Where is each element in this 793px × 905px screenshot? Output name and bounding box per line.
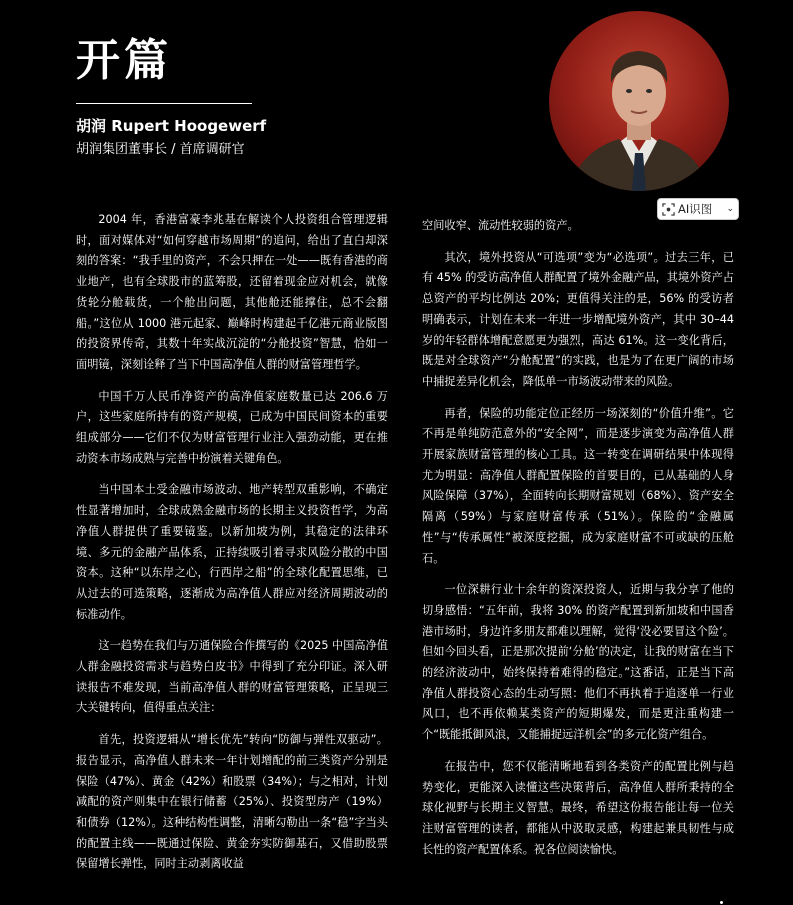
page-dot: [720, 901, 723, 904]
title-divider: [76, 103, 252, 104]
author-role: 胡润集团董事长 / 首席调研官: [76, 142, 245, 157]
article-column-left: [76, 210, 388, 886]
article-paragraph: 这一趋势在我们与万通保险合作撰写的《2025 中国高净值人群金融投资需求与趋势白皮书》中得到了充分印证。深入研读报告不难发现，当前高净值人群的财富管理策略，正呈现三大关键转向，值得重点关注：: [76, 639, 388, 715]
chevron-down-icon: ⌄: [726, 204, 734, 214]
article-paragraph: 2004 年，香港富豪李兆基在解读个人投资组合管理逻辑时，面对媒体对“如何穿越市场周期”的追问，给出了直白却深刻的答案：“我手里的资产，不会只押在一处——既有香港的商业地产，也有全球股市的蓝筹股，还留着现金应对机会，就像货轮分舱载货，一个舱出问题，其他舱还能撑住，总不会翻船。”这位从 1000 港元起家、巅峰时构建起千亿港元商业版图的投资界传奇，其数十年实战沉淀的“分舱投资”智慧，恰如一面明镜，深刻诠释了当下中国高净值人群的财富管理哲学。: [76, 213, 388, 371]
page-title: 开篇: [76, 35, 172, 86]
article-paragraph: 当中国本土受金融市场波动、地产转型双重影响，不确定性显著增加时，全球成熟金融市场的长期主义投资哲学，为高净值人群提供了重要镜鉴。以新加坡为例，其稳定的法律环境、多元的金融产品体系，正持续吸引着寻求风险分散的中国资本。这种“以东岸之心，行西岸之船”的全球化配置思维，已从过去的可选策略，逐渐成为高净值人群应对经济周期波动的标准动作。: [76, 483, 388, 621]
article-paragraph: 一位深耕行业十余年的资深投资人，近期与我分享了他的切身感悟：“五年前，我将 30% 的资产配置到新加坡和中国香港市场时，身边许多朋友都难以理解，觉得‘没必要冒这个险’。但如今回头看，正是那次提前‘分舱’的决定，让我的财富在当下的经济波动中，始终保持着难得的稳定。”这番话，正是当下高净值人群投资心态的生动写照：他们不再执着于追逐单一行业风口，也不再依赖某类资产的短期爆发，而是更注重构建一个“既能抵御风浪，又能捕捉远洋机会”的多元化资产组合。: [422, 583, 734, 742]
article-paragraph-continuation: 空间收窄、流动性较弱的资产。: [422, 219, 579, 232]
article-column-right: [422, 216, 734, 871]
article-paragraph: 首先，投资逻辑从“增长优先”转向“防御与弹性双驱动”。报告显示，高净值人群未来一年计划增配的前三类资产分别是保险（47%）、黄金（42%）和股票（34%）；与之相对，计划减配的资产则集中在银行储蓄（25%）、投资型房产（19%）和债券（12%）。这种结构性调整，清晰勾勒出一条“稳”字当头的配置主线——既通过保险、黄金夯实防御基石，又借助股票保留增长弹性，同时主动剥离收益: [76, 733, 388, 871]
article-paragraph: 在报告中，您不仅能清晰地看到各类资产的配置比例与趋势变化，更能深入读懂这些决策背后，高净值人群所秉持的全球化视野与长期主义智慧。最终，希望这份报告能让每一位关注财富管理的读者，都能从中汲取灵感，构建起兼具韧性与成长性的资产配置体系。祝各位阅读愉快。: [422, 759, 734, 856]
author-name: 胡润 Rupert Hoogewerf: [76, 117, 267, 135]
author-portrait-image: [549, 11, 729, 191]
scan-icon: [662, 203, 675, 216]
article-paragraph: 其次，境外投资从“可选项”变为“必选项”。过去三年，已有 45% 的受访高净值人群配置了境外金融产品，其境外资产占总资产的平均比例达 20%；更值得关注的是，56% 的受访者明确表示，计划在未来一年进一步增配境外资产，其中 30–44 岁的年轻群体增配意愿更为强烈，高达 61%。这一变化背后，既是对全球资产“分舱配置”的实践，也是为了在更广阔的市场中捕捉差异化机会，降低单一市场波动带来的风险。: [422, 250, 734, 388]
author-portrait: [549, 11, 729, 191]
article-paragraph: 中国千万人民币净资产的高净值家庭数量已达 206.6 万户，这些家庭所持有的资产规模，已成为中国民间资本的重要组成部分——它们不仅为财富管理行业注入强劲动能，更在推动资本市场成熟与完善中扮演着关键角色。: [76, 389, 388, 465]
ai-button-label: AI识图: [678, 202, 713, 216]
article-paragraph: 再者，保险的功能定位正经历一场深刻的“价值升维”。它不再是单纯防范意外的“安全网”，而是逐步演变为高净值人群开展家族财富管理的核心工具。这一转变在调研结果中体现得尤为明显：高净值人群配置保险的首要目的，已从基础的人身风险保障（37%），全面转向长期财富规划（68%）、资产安全隔离（59%）与家庭财富传承（51%）。保险的“金融属性”与“传承属性”被深度挖掘，成为家庭财富不可或缺的压舱石。: [422, 406, 734, 565]
